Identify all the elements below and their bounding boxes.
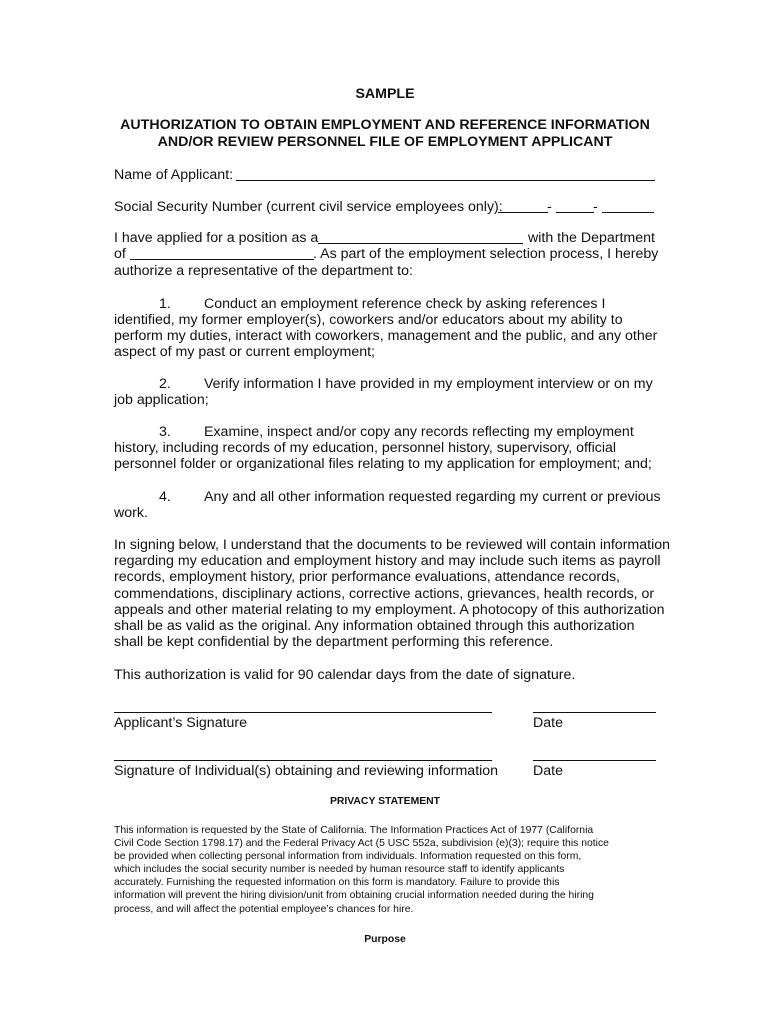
department-field[interactable]: [130, 259, 314, 260]
applicant-signature-line[interactable]: [114, 712, 492, 713]
ssn-field-part-2[interactable]: [556, 212, 594, 213]
item-4-line-2: work.: [114, 505, 148, 521]
intro-text-line-3: authorize a representative of the department to:: [114, 263, 413, 279]
item-1-line-4: aspect of my past or current employment;: [114, 344, 376, 360]
signing-paragraph-line-5: appeals and other material relating to my employment. A photocopy of this authorization: [114, 602, 665, 618]
validity-statement: This authorization is valid for 90 calendar days from the date of signature.: [114, 667, 576, 683]
form-title-line-1: AUTHORIZATION TO OBTAIN EMPLOYMENT AND REFERENCE INFORMATION: [120, 117, 650, 133]
privacy-line-4: which includes the social security number is needed by human resource staff to identify applicants: [114, 864, 565, 875]
signing-paragraph-line-7: shall be kept confidential by the department performing this reference.: [114, 634, 554, 650]
position-field[interactable]: [318, 243, 523, 244]
item-2-number: 2.: [159, 376, 171, 392]
ssn-label: Social Security Number (current civil service employees only):: [114, 199, 503, 215]
item-1-line-2: identified, my former employer(s), coworkers and/or educators about my ability to: [114, 312, 623, 328]
item-3-line-3: personnel folder or organizational files relating to my application for employment; and;: [114, 456, 652, 472]
privacy-line-6: information will prevent the hiring division/unit from obtaining crucial information needed during the hiring: [114, 890, 594, 901]
privacy-line-2: Civil Code Section 1798.17) and the Federal Privacy Act (5 USC 552a, subdivision (e)(3); require this notice: [114, 838, 609, 849]
item-3-number: 3.: [159, 424, 171, 440]
item-1-first-line: Conduct an employment reference check by asking references I: [204, 296, 606, 312]
privacy-line-5: accurately. Furnishing the requested information on this form is mandatory. Failure to provide this: [114, 877, 560, 888]
name-of-applicant-field[interactable]: [236, 180, 655, 181]
signing-paragraph-line-4: commendations, disciplinary actions, corrective actions, grievances, health records, or: [114, 586, 655, 602]
signing-paragraph-line-2: regarding my education and employment history and may include such items as payroll: [114, 553, 661, 569]
intro-text-part-3: of: [114, 246, 126, 262]
item-3-line-2: history, including records of my education, personnel history, supervisory, official: [114, 440, 617, 456]
intro-text-part-2: with the Department: [528, 230, 655, 246]
item-2-first-line: Verify information I have provided in my employment interview or on my: [204, 376, 653, 392]
sample-heading: SAMPLE: [355, 86, 415, 102]
item-3-first-line: Examine, inspect and/or copy any records reflecting my employment: [204, 424, 634, 440]
reviewer-date-line[interactable]: [533, 760, 656, 761]
purpose-heading: Purpose: [364, 934, 406, 945]
item-1-number: 1.: [159, 296, 171, 312]
intro-text-part-4: . As part of the employment selection process, I hereby: [313, 246, 659, 262]
privacy-line-1: This information is requested by the State of California. The Information Practices Act of 1977 (California: [114, 825, 594, 836]
signing-paragraph-line-1: In signing below, I understand that the documents to be reviewed will contain information: [114, 537, 671, 553]
applicant-date-line[interactable]: [533, 712, 656, 713]
item-1-line-3: perform my duties, interact with coworkers, management and the public, and any other: [114, 328, 658, 344]
item-2-line-2: job application;: [114, 392, 209, 408]
privacy-line-3: be provided when collecting personal information from individuals. Information requested on this form,: [114, 851, 582, 862]
intro-text-part-1: I have applied for a position as a: [114, 230, 319, 246]
reviewer-date-label: Date: [533, 763, 563, 779]
applicant-date-label: Date: [533, 715, 563, 731]
applicant-signature-label: Applicant’s Signature: [114, 715, 248, 731]
signing-paragraph-line-6: shall be as valid as the original. Any information obtained through this authorization: [114, 618, 635, 634]
privacy-statement-heading: PRIVACY STATEMENT: [329, 796, 441, 807]
signing-paragraph-line-3: records, employment history, prior performance evaluations, attendance records,: [114, 569, 620, 585]
ssn-separator-2: -: [593, 199, 598, 215]
form-title-line-2: AND/OR REVIEW PERSONNEL FILE OF EMPLOYMENT APPLICANT: [157, 134, 613, 150]
item-4-first-line: Any and all other information requested regarding my current or previous: [204, 489, 661, 505]
name-of-applicant-label: Name of Applicant:: [114, 167, 234, 183]
ssn-field-part-1[interactable]: [498, 212, 548, 213]
item-4-number: 4.: [159, 489, 171, 505]
ssn-separator-1: -: [547, 199, 552, 215]
reviewer-signature-line[interactable]: [114, 760, 492, 761]
reviewer-signature-label: Signature of Individual(s) obtaining and reviewing information: [114, 763, 499, 779]
ssn-field-part-3[interactable]: [602, 212, 654, 213]
privacy-line-7: process, and will affect the potential employee’s chances for hire.: [114, 904, 414, 915]
